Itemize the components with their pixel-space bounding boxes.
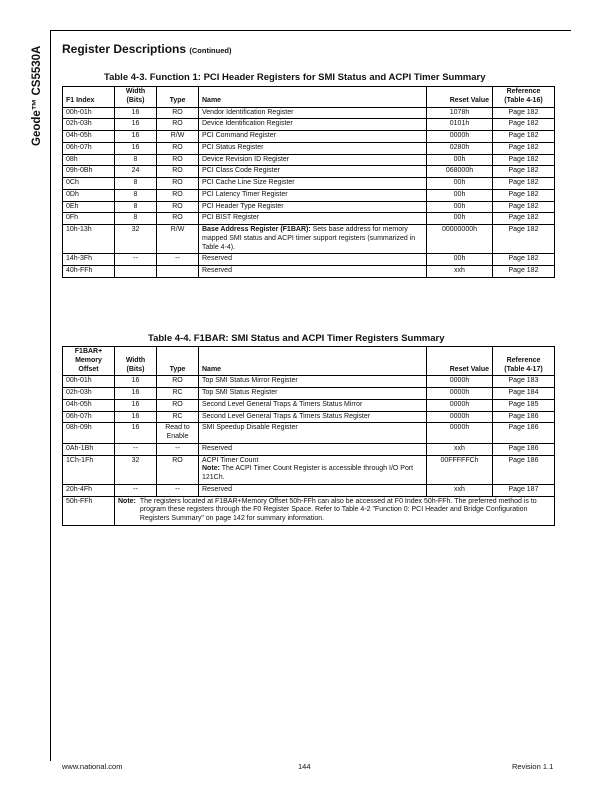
margin-rule (50, 30, 51, 761)
cell-reset: 00h (427, 254, 493, 266)
cell-index: 50h-FFh (63, 496, 115, 525)
cell-reset: xxh (427, 484, 493, 496)
cell-name (199, 166, 427, 178)
table-row (63, 266, 555, 278)
cell-name (199, 154, 427, 166)
table-row (63, 376, 555, 388)
cell-name (199, 376, 427, 388)
cell-width: 8 (115, 213, 157, 225)
cell-width: 16 (115, 376, 157, 388)
page-title (62, 42, 231, 56)
cell-name (199, 388, 427, 400)
cell-index: 0Ch (63, 178, 115, 190)
page-title-suffix: (Continued) (189, 46, 232, 55)
cell-reference: Page 182 (493, 266, 555, 278)
cell-type: RO (157, 201, 199, 213)
cell-reference: Page 186 (493, 411, 555, 423)
table-row (63, 142, 555, 154)
cell-reset: 0000h (427, 388, 493, 400)
cell-reference: Page 182 (493, 254, 555, 266)
cell-type: RO (157, 399, 199, 411)
cell-name-text: Device Identification Register (202, 120, 293, 128)
cell-name-bold: Base Address Register (F1BAR): (202, 226, 311, 233)
cell-reset: 0101h (427, 119, 493, 131)
cell-type: RO (157, 455, 199, 484)
cell-name (199, 189, 427, 201)
cell-type: RO (157, 376, 199, 388)
cell-name-text: Vendor Identification Register (202, 108, 294, 116)
col-header-reference: Reference (Table 4-17) (493, 347, 555, 376)
cell-index: 02h-03h (63, 388, 115, 400)
cell-index: 0Fh (63, 213, 115, 225)
cell-name (199, 142, 427, 154)
cell-index: 04h-05h (63, 399, 115, 411)
table-row (63, 455, 555, 484)
table-row (63, 388, 555, 400)
col-header-offset: F1BAR+ Memory Offset (63, 347, 115, 376)
cell-name (199, 201, 427, 213)
cell-reset: 0000h (427, 411, 493, 423)
cell-index: 02h-03h (63, 119, 115, 131)
cell-type: RO (157, 213, 199, 225)
cell-reset: 00h (427, 189, 493, 201)
cell-name (199, 443, 427, 455)
footer-revision: Revision 1.1 (512, 762, 554, 771)
table2 (62, 346, 555, 526)
cell-reset: 00FFFFFCh (427, 455, 493, 484)
cell-name-text: Sets base address for memory mapped SMI status and ACPI timer support registers (summarized in Table 4-4). (202, 226, 416, 251)
cell-width: 16 (115, 388, 157, 400)
cell-reference: Page 182 (493, 142, 555, 154)
cell-name (199, 131, 427, 143)
table-row (63, 154, 555, 166)
cell-note-text: The ACPI Timer Count Register is accessible through I/O Port 121Ch. (202, 465, 414, 481)
cell-reset: 00h (427, 154, 493, 166)
note-label: Note: (118, 497, 136, 505)
table-row (63, 213, 555, 225)
cell-width: 16 (115, 119, 157, 131)
sidebar (0, 0, 50, 760)
table1-caption: Table 4-3. Function 1: PCI Header Registers for SMI Status and ACPI Timer Summary (104, 72, 486, 83)
table-row (63, 399, 555, 411)
cell-type: Read to Enable (157, 423, 199, 444)
cell-name-text: Reserved (202, 255, 232, 263)
cell-index: 20h-4Fh (63, 484, 115, 496)
table-row (63, 107, 555, 119)
col-header-name: Name (199, 87, 427, 108)
table-row (63, 254, 555, 266)
cell-name (199, 423, 427, 444)
cell-width: 24 (115, 166, 157, 178)
cell-index: 14h-3Fh (63, 254, 115, 266)
cell-width: 32 (115, 455, 157, 484)
cell-reference: Page 184 (493, 388, 555, 400)
cell-type: -- (157, 443, 199, 455)
cell-reference: Page 182 (493, 131, 555, 143)
cell-index: 0Dh (63, 189, 115, 201)
cell-index: 08h (63, 154, 115, 166)
cell-reset: xxh (427, 266, 493, 278)
cell-name-text: Device Revision ID Register (202, 155, 290, 163)
cell-reference: Page 182 (493, 119, 555, 131)
table-row (63, 178, 555, 190)
cell-type: RO (157, 142, 199, 154)
cell-name-text: Second Level General Traps & Timers Status Mirror (202, 400, 363, 408)
cell-name (199, 178, 427, 190)
cell-name-text: PCI Cache Line Size Register (202, 179, 295, 186)
cell-width: 32 (115, 225, 157, 254)
cell-width: -- (115, 484, 157, 496)
cell-reset: 0000h (427, 376, 493, 388)
table2-caption: Table 4-4. F1BAR: SMI Status and ACPI Timer Registers Summary (148, 333, 445, 344)
cell-name-text: Reserved (202, 444, 232, 452)
cell-reset: 0000h (427, 423, 493, 444)
cell-reset: 00h (427, 178, 493, 190)
cell-index: 06h-07h (63, 142, 115, 154)
cell-reference: Page 182 (493, 178, 555, 190)
table-header-row (63, 87, 555, 108)
cell-reference: Page 182 (493, 189, 555, 201)
table1 (62, 86, 555, 278)
cell-index: 09h-0Bh (63, 166, 115, 178)
cell-type: RO (157, 166, 199, 178)
cell-index: 40h-FFh (63, 266, 115, 278)
cell-name (199, 107, 427, 119)
cell-reset: 0000h (427, 131, 493, 143)
cell-reference: Page 186 (493, 443, 555, 455)
cell-width: 8 (115, 189, 157, 201)
cell-index: 1Ch-1Fh (63, 455, 115, 484)
table-row (63, 189, 555, 201)
cell-index: 08h-09h (63, 423, 115, 444)
cell-name (199, 213, 427, 225)
cell-type: RO (157, 189, 199, 201)
cell-name (199, 411, 427, 423)
cell-name-text: PCI Header Type Register (202, 202, 284, 210)
cell-index: 10h-13h (63, 225, 115, 254)
col-header-width: Width (Bits) (115, 87, 157, 108)
table-row-note (63, 496, 555, 525)
cell-type: RO (157, 178, 199, 190)
cell-index: 00h-01h (63, 376, 115, 388)
cell-name-text: Top SMI Status Mirror Register (202, 377, 298, 385)
cell-type: RO (157, 107, 199, 119)
cell-width: -- (115, 443, 157, 455)
cell-name-text: Top SMI Status Register (202, 389, 278, 396)
cell-type: RC (157, 388, 199, 400)
cell-reset: 00h (427, 213, 493, 225)
cell-reference: Page 183 (493, 376, 555, 388)
cell-width: 16 (115, 423, 157, 444)
col-header-width: Width (Bits) (115, 347, 157, 376)
cell-name (199, 399, 427, 411)
cell-name (199, 484, 427, 496)
cell-reference: Page 182 (493, 166, 555, 178)
cell-name (199, 254, 427, 266)
cell-reference: Page 185 (493, 399, 555, 411)
cell-name-text: ACPI Timer Count (202, 456, 259, 464)
cell-type: RO (157, 154, 199, 166)
cell-width: 16 (115, 142, 157, 154)
cell-name-text: PCI Latency Timer Register (202, 190, 288, 198)
cell-reset: 0000h (427, 399, 493, 411)
cell-index: 04h-05h (63, 131, 115, 143)
cell-name-text: Reserved (202, 485, 232, 493)
footer-page-number: 144 (298, 762, 311, 771)
cell-reference: Page 186 (493, 455, 555, 484)
cell-note-label: Note: (202, 465, 220, 473)
cell-reference: Page 182 (493, 213, 555, 225)
table-row (63, 484, 555, 496)
cell-type: R/W (157, 225, 199, 254)
col-header-name: Name (199, 347, 427, 376)
cell-width: 8 (115, 178, 157, 190)
cell-name (199, 119, 427, 131)
table-row (63, 225, 555, 254)
cell-index: 00h-01h (63, 107, 115, 119)
cell-type: -- (157, 254, 199, 266)
cell-index: 0Eh (63, 201, 115, 213)
cell-name-text: Reserved (202, 267, 232, 274)
cell-width: 16 (115, 411, 157, 423)
sidebar-title: Geode™ CS5530A (31, 45, 43, 146)
table-row (63, 423, 555, 444)
page-title-text: Register Descriptions (62, 42, 187, 56)
cell-width: 16 (115, 399, 157, 411)
cell-index: 0Ah-1Bh (63, 443, 115, 455)
cell-reset: 068000h (427, 166, 493, 178)
cell-reset: 0280h (427, 142, 493, 154)
cell-reset: 00000000h (427, 225, 493, 254)
cell-reference: Page 182 (493, 154, 555, 166)
cell-note (115, 496, 555, 525)
cell-name (199, 266, 427, 278)
cell-type: RC (157, 411, 199, 423)
cell-width: 8 (115, 201, 157, 213)
table-row (63, 201, 555, 213)
cell-type: R/W (157, 131, 199, 143)
cell-type: RO (157, 119, 199, 131)
cell-reference: Page 187 (493, 484, 555, 496)
cell-name-text: PCI Class Code Register (202, 167, 280, 175)
cell-name (199, 455, 427, 484)
cell-type (157, 266, 199, 278)
col-header-reset: Reset Value (427, 347, 493, 376)
cell-reference: Page 182 (493, 107, 555, 119)
cell-name-text: PCI BIST Register (202, 214, 260, 222)
cell-name-text: PCI Status Register (202, 143, 264, 151)
header-rule (50, 30, 571, 31)
table-row (63, 443, 555, 455)
cell-name-text: Second Level General Traps & Timers Status Register (202, 412, 371, 420)
cell-reference: Page 186 (493, 423, 555, 444)
cell-reset: 1078h (427, 107, 493, 119)
cell-reference: Page 182 (493, 201, 555, 213)
table-row (63, 166, 555, 178)
note-text: The registers located at F1BAR+Memory Offset 50h-FFh can also be accessed at F0 Index 50h-FFh. The preferred method is to program these registers through the F0 Register Space. Refer to Table 4-2 "Function 0: PCI Header and Bridge Configuration Registers Summary" on page 142 for summary information. (139, 497, 537, 522)
col-header-reset: Reset Value (427, 87, 493, 108)
cell-name-text: SMI Speedup Disable Register (202, 424, 298, 432)
cell-width: 16 (115, 107, 157, 119)
cell-width (115, 266, 157, 278)
cell-width: -- (115, 254, 157, 266)
cell-width: 16 (115, 131, 157, 143)
table-header-row (63, 347, 555, 376)
cell-type: -- (157, 484, 199, 496)
cell-name-text: PCI Command Register (202, 132, 276, 139)
col-header-index: F1 Index (63, 87, 115, 108)
col-header-type: Type (157, 87, 199, 108)
footer-url: www.national.com (62, 762, 123, 771)
table-row (63, 131, 555, 143)
cell-name (199, 225, 427, 254)
col-header-reference: Reference (Table 4-16) (493, 87, 555, 108)
cell-reference: Page 182 (493, 225, 555, 254)
col-header-type: Type (157, 347, 199, 376)
cell-index: 06h-07h (63, 411, 115, 423)
cell-reset: 00h (427, 201, 493, 213)
cell-width: 8 (115, 154, 157, 166)
cell-reset: xxh (427, 443, 493, 455)
table-row (63, 411, 555, 423)
table-row (63, 119, 555, 131)
